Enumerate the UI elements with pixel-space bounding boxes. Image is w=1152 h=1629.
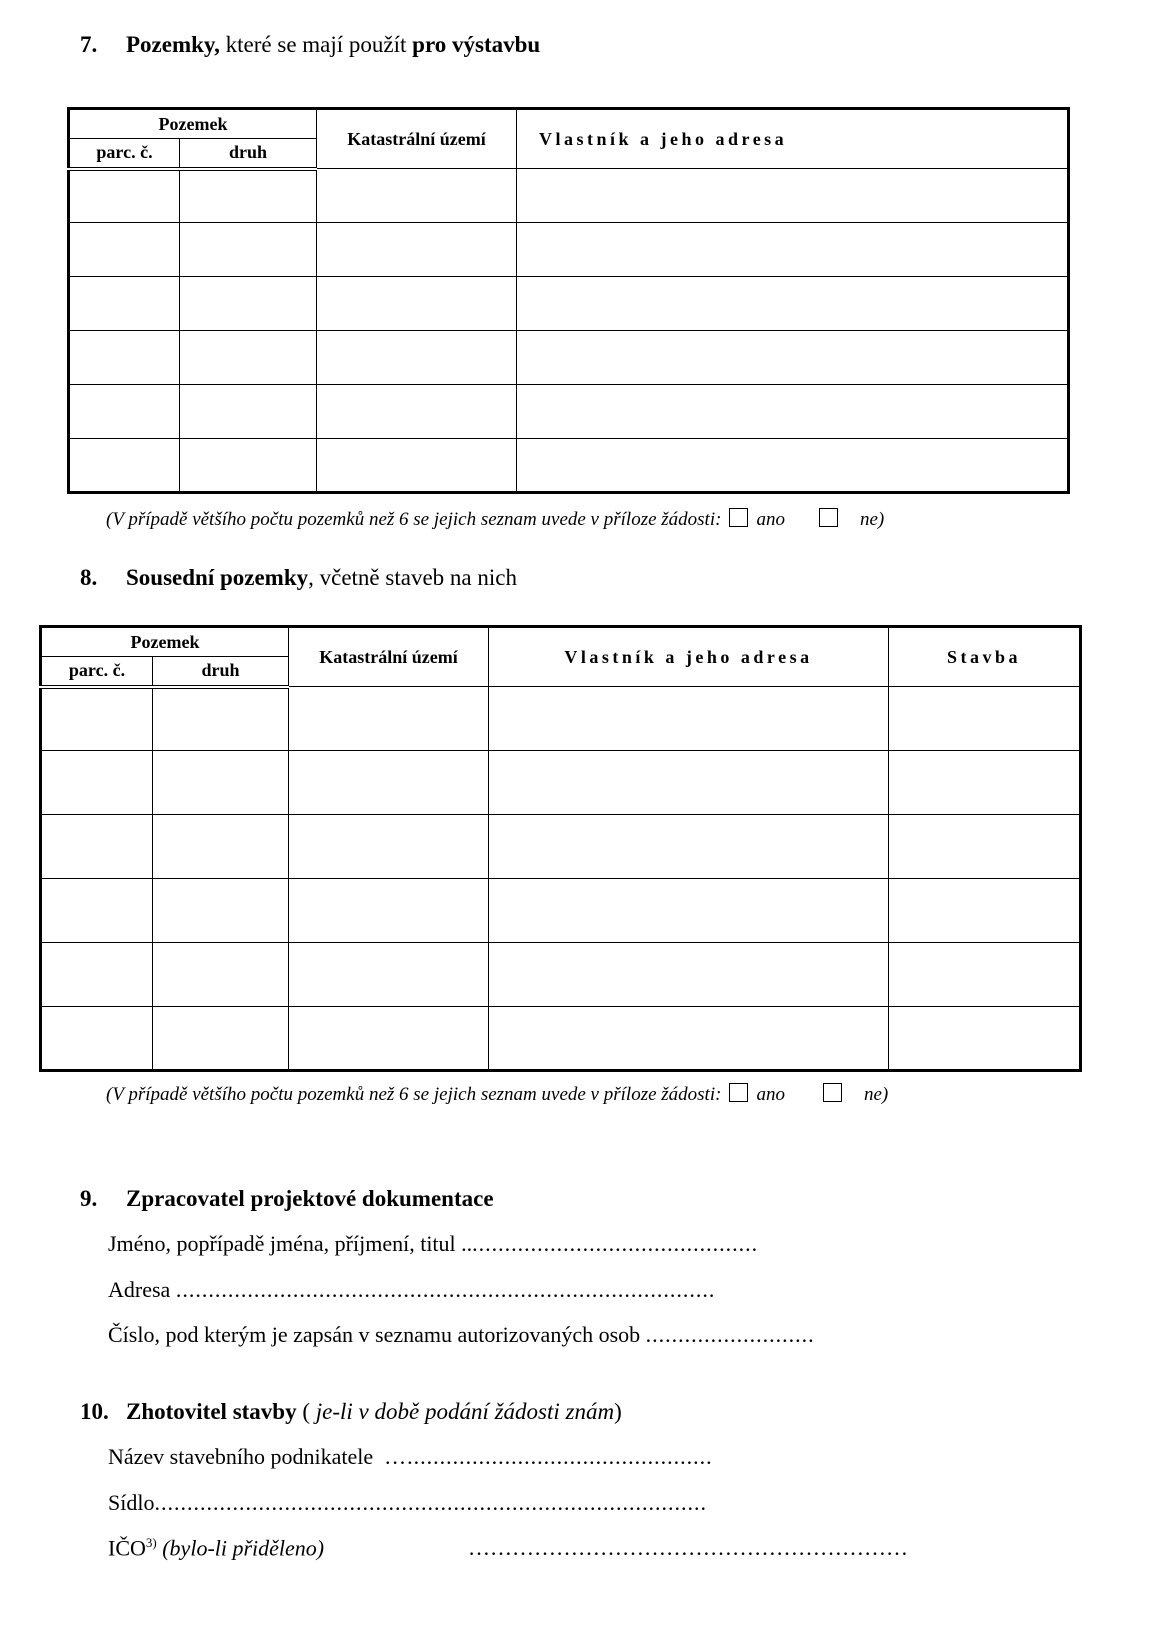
cell-druh[interactable] <box>180 439 317 493</box>
cell-katastralni-uzemi[interactable] <box>317 439 517 493</box>
section-number: 7. <box>80 32 98 57</box>
contractor-ico-dots <box>468 1535 908 1561</box>
fill-in-dots[interactable]: ..................................................................................... <box>154 1490 707 1515</box>
cell-katastralni-uzemi[interactable] <box>289 815 489 879</box>
cell-vlastnik[interactable] <box>517 277 1069 331</box>
fill-in-dots[interactable]: …………………………………………………… <box>468 1535 908 1560</box>
cell-vlastnik[interactable] <box>489 879 889 943</box>
cell-druh[interactable] <box>153 751 289 815</box>
cell-parc-c[interactable] <box>41 879 153 943</box>
cell-stavba[interactable] <box>889 751 1081 815</box>
section-title-paren: ( <box>296 1399 316 1424</box>
projektant-name-line <box>108 1231 758 1257</box>
cell-katastralni-uzemi[interactable] <box>317 385 517 439</box>
cell-vlastnik[interactable] <box>489 1007 889 1071</box>
field-label: IČO <box>108 1535 146 1561</box>
cell-parc-c[interactable] <box>41 943 153 1007</box>
cell-stavba[interactable] <box>889 687 1081 751</box>
table-row <box>41 943 1081 1007</box>
cell-druh[interactable] <box>180 385 317 439</box>
cell-druh[interactable] <box>180 277 317 331</box>
column-header-parc-c: parc. č. <box>41 657 153 687</box>
cell-vlastnik[interactable] <box>517 439 1069 493</box>
cell-parc-c[interactable] <box>41 687 153 751</box>
column-group-pozemek: Pozemek <box>69 109 317 139</box>
checkbox-ne[interactable] <box>823 1083 842 1102</box>
section-8-heading <box>80 565 517 591</box>
cell-katastralni-uzemi[interactable] <box>317 169 517 223</box>
cell-vlastnik[interactable] <box>517 331 1069 385</box>
field-label: Adresa <box>108 1277 171 1302</box>
cell-parc-c[interactable] <box>69 169 180 223</box>
cell-vlastnik[interactable] <box>517 169 1069 223</box>
column-header-parc-c: parc. č. <box>69 139 180 169</box>
field-label: Číslo, pod kterým je zapsán v seznamu autorizovaných osob <box>108 1322 641 1347</box>
table-row <box>41 879 1081 943</box>
section-title-bold-2: pro výstavbu <box>412 32 541 57</box>
cell-parc-c[interactable] <box>41 1007 153 1071</box>
column-header-vlastnik: Vlastník a jeho adresa <box>489 627 889 687</box>
cell-katastralni-uzemi[interactable] <box>289 751 489 815</box>
cell-stavba[interactable] <box>889 879 1081 943</box>
table-row <box>69 223 1069 277</box>
column-header-druh: druh <box>180 139 317 169</box>
cell-parc-c[interactable] <box>41 815 153 879</box>
cell-vlastnik[interactable] <box>489 687 889 751</box>
neighbouring-parcels-table <box>39 625 1082 1072</box>
cell-druh[interactable] <box>153 815 289 879</box>
table-row <box>41 687 1081 751</box>
section-title-text: , včetně staveb na nich <box>308 565 517 590</box>
column-header-vlastnik: Vlastník a jeho adresa <box>517 109 1069 169</box>
fill-in-dots[interactable]: …............................................... <box>384 1444 713 1469</box>
cell-druh[interactable] <box>153 879 289 943</box>
checkbox-ano-label: ano <box>756 509 785 530</box>
cell-katastralni-uzemi[interactable] <box>289 1007 489 1071</box>
section-number: 8. <box>80 565 98 590</box>
cell-stavba[interactable] <box>889 815 1081 879</box>
section-10-heading <box>80 1399 622 1425</box>
projektant-address-line <box>108 1277 715 1303</box>
cell-katastralni-uzemi[interactable] <box>317 277 517 331</box>
cell-vlastnik[interactable] <box>489 751 889 815</box>
cell-parc-c[interactable] <box>41 751 153 815</box>
cell-vlastnik[interactable] <box>489 943 889 1007</box>
cell-katastralni-uzemi[interactable] <box>289 687 489 751</box>
section-title-italic: je-li v době podání žádosti znám <box>315 1399 615 1424</box>
column-group-pozemek: Pozemek <box>41 627 289 657</box>
table-row <box>69 169 1069 223</box>
section-8-note <box>106 1083 888 1106</box>
table-row <box>41 1007 1081 1071</box>
section-title-bold: Zhotovitel stavby <box>126 1399 297 1424</box>
field-label-italic: (bylo-li přiděleno) <box>156 1535 325 1561</box>
field-label: Sídlo <box>108 1490 155 1515</box>
contractor-name-line <box>108 1444 713 1470</box>
cell-vlastnik[interactable] <box>489 815 889 879</box>
contractor-ico-line <box>108 1535 324 1561</box>
projektant-authorization-line <box>108 1322 815 1348</box>
cell-parc-c[interactable] <box>69 277 180 331</box>
checkbox-ano-label: ano <box>756 1084 785 1105</box>
cell-katastralni-uzemi[interactable] <box>289 879 489 943</box>
section-title-bold: Sousední pozemky <box>126 565 309 590</box>
cell-parc-c[interactable] <box>69 439 180 493</box>
cell-parc-c[interactable] <box>69 223 180 277</box>
cell-druh[interactable] <box>153 943 289 1007</box>
cell-druh[interactable] <box>153 687 289 751</box>
fill-in-dots[interactable]: ................................................................................... <box>175 1277 716 1302</box>
cell-druh[interactable] <box>180 331 317 385</box>
field-label: Název stavebního podnikatele <box>108 1444 374 1469</box>
checkbox-ne-label: ne) <box>859 509 885 530</box>
column-header-stavba: Stavba <box>889 627 1081 687</box>
cell-stavba[interactable] <box>889 943 1081 1007</box>
table-row <box>69 277 1069 331</box>
column-header-katastralni-uzemi: Katastrální území <box>289 627 489 687</box>
land-parcels-table <box>67 107 1070 494</box>
section-number: 10. <box>80 1399 109 1424</box>
table-row <box>41 751 1081 815</box>
section-title-paren: ) <box>614 1399 622 1424</box>
checkbox-ne[interactable] <box>819 508 838 527</box>
table-row <box>69 439 1069 493</box>
cell-parc-c[interactable] <box>69 331 180 385</box>
table-row <box>69 331 1069 385</box>
section-7-note <box>106 508 884 531</box>
checkbox-ano[interactable] <box>729 508 748 527</box>
cell-vlastnik[interactable] <box>517 385 1069 439</box>
table-row <box>69 385 1069 439</box>
checkbox-ano[interactable] <box>729 1083 748 1102</box>
cell-druh[interactable] <box>180 169 317 223</box>
cell-vlastnik[interactable] <box>517 223 1069 277</box>
cell-parc-c[interactable] <box>69 385 180 439</box>
table-row <box>41 815 1081 879</box>
section-number: 9. <box>80 1186 98 1211</box>
cell-katastralni-uzemi[interactable] <box>289 943 489 1007</box>
fill-in-dots[interactable]: ............................................ <box>472 1231 759 1256</box>
note-text: (V případě většího počtu pozemků než 6 se jejich seznam uvede v příloze žádosti: <box>106 509 722 530</box>
column-header-katastralni-uzemi: Katastrální území <box>317 109 517 169</box>
cell-druh[interactable] <box>180 223 317 277</box>
fill-in-dots[interactable]: .......................... <box>645 1322 815 1347</box>
cell-katastralni-uzemi[interactable] <box>317 331 517 385</box>
contractor-seat-line <box>108 1490 707 1516</box>
section-9-heading <box>80 1186 494 1212</box>
footnote-ref: 3) <box>145 1535 157 1550</box>
field-label: Jméno, popřípadě jména, příjmení, titul .. <box>108 1231 473 1256</box>
section-title-bold: Pozemky, <box>126 32 220 57</box>
cell-druh[interactable] <box>153 1007 289 1071</box>
column-header-druh: druh <box>153 657 289 687</box>
section-title: Zpracovatel projektové dokumentace <box>126 1186 494 1211</box>
cell-stavba[interactable] <box>889 1007 1081 1071</box>
section-title-text: které se mají použít <box>219 32 413 57</box>
section-7-heading <box>80 32 540 58</box>
checkbox-ne-label: ne) <box>863 1084 889 1105</box>
cell-katastralni-uzemi[interactable] <box>317 223 517 277</box>
note-text: (V případě většího počtu pozemků než 6 se jejich seznam uvede v příloze žádosti: <box>106 1084 722 1105</box>
